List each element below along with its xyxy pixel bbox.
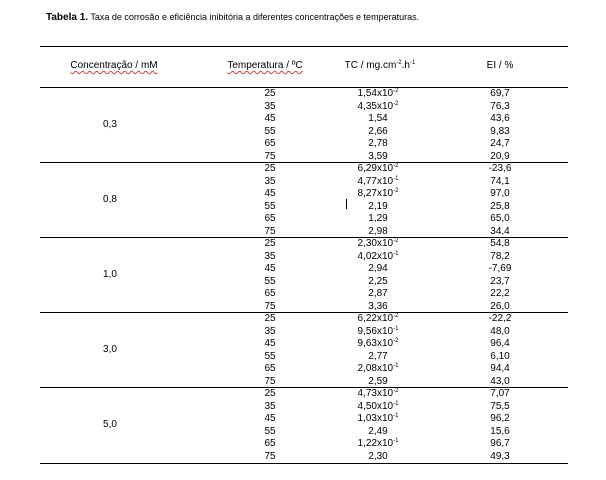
- temperature-cell: 25: [264, 238, 276, 249]
- header-ei: EI / %: [486, 60, 514, 71]
- efficiency-cell: 9,83: [490, 125, 510, 137]
- efficiency-cell: 43,6: [490, 113, 510, 124]
- temperature-cell: 35: [264, 100, 276, 112]
- temperature-cell: 75: [264, 375, 276, 387]
- efficiency-cell: 34,4: [490, 225, 510, 237]
- table-row: [40, 438, 568, 451]
- table-row: [40, 401, 568, 414]
- efficiency-cell: 76,3: [490, 100, 510, 112]
- temperature-cell: 45: [264, 113, 276, 124]
- temperature-cell: 75: [264, 300, 276, 312]
- temperature-cell: 35: [264, 325, 276, 337]
- corrosion-rate-cell: $2,08x10^{-1}$: [357, 363, 399, 374]
- temperature-cell: 55: [264, 200, 276, 212]
- temperature-cell: 35: [264, 175, 276, 187]
- temperature-cell: 55: [264, 425, 276, 437]
- corrosion-rate-cell: 2,30: [368, 450, 388, 462]
- efficiency-cell: 75,5: [490, 400, 510, 412]
- table-row: [40, 101, 568, 114]
- temperature-cell: 65: [264, 138, 276, 149]
- efficiency-cell: -22,2: [488, 313, 512, 324]
- efficiency-cell: 24,7: [490, 138, 510, 149]
- concentration-group: [40, 163, 568, 238]
- efficiency-cell: 78,2: [490, 250, 510, 262]
- table-row: [40, 326, 568, 339]
- corrosion-rate-cell: $4,02x10^{-1}$: [357, 250, 399, 262]
- concentration-value: 0,3: [103, 119, 117, 130]
- concentration-group: [40, 388, 568, 463]
- temperature-cell: 75: [264, 150, 276, 162]
- table-row: [40, 388, 568, 401]
- corrosion-rate-cell: 3,59: [368, 150, 388, 162]
- table-row: [40, 176, 568, 189]
- efficiency-cell: 6,10: [490, 350, 510, 362]
- concentration-value: 5,0: [103, 419, 117, 430]
- efficiency-cell: 15,6: [490, 425, 510, 437]
- temperature-cell: 45: [264, 413, 276, 424]
- corrosion-rate-cell: 2,94: [368, 263, 388, 274]
- table-row: [40, 426, 568, 439]
- temperature-cell: 35: [264, 250, 276, 262]
- temperature-cell: 65: [264, 438, 276, 449]
- table-row: [40, 313, 568, 326]
- corrosion-rate-cell: $1,54x10^{-2}$: [357, 88, 399, 99]
- table-row: [40, 126, 568, 139]
- corrosion-rate-cell: $4,73x10^{-2}$: [357, 388, 399, 399]
- corrosion-rate-cell: $6,22x10^{-2}$: [357, 313, 399, 324]
- temperature-cell: 45: [264, 338, 276, 349]
- efficiency-cell: 43,0: [490, 375, 510, 387]
- efficiency-cell: 96,2: [490, 413, 510, 424]
- corrosion-rate-cell: 1,54: [368, 113, 388, 124]
- caption-text: Taxa de corrosão e eficiência inibitória a diferentes concentrações e temperaturas.: [90, 12, 420, 22]
- table-row: [40, 363, 568, 376]
- table-row: [40, 451, 568, 464]
- concentration-group: [40, 313, 568, 388]
- temperature-cell: 55: [264, 125, 276, 137]
- concentration-value: 1,0: [103, 269, 117, 280]
- efficiency-cell: 20,9: [490, 150, 510, 162]
- efficiency-cell: 22,2: [490, 288, 510, 299]
- table-row: [40, 113, 568, 126]
- table-row: [40, 338, 568, 351]
- corrosion-rate-cell: $1,22x10^{-1}$: [357, 438, 399, 449]
- temperature-cell: 25: [264, 88, 276, 99]
- corrosion-rate-cell: $1,03x10^{-1}$: [357, 413, 399, 424]
- concentration-group: [40, 88, 568, 163]
- temperature-cell: 55: [264, 350, 276, 362]
- corrosion-rate-cell: 3,36: [368, 300, 388, 312]
- table-row: [40, 276, 568, 289]
- table-row: [40, 351, 568, 364]
- table-row: [40, 413, 568, 426]
- efficiency-cell: 48,0: [490, 325, 510, 337]
- table-row: [40, 288, 568, 301]
- corrosion-rate-cell: 2,59: [368, 375, 388, 387]
- table-row: [40, 163, 568, 176]
- temperature-cell: 65: [264, 288, 276, 299]
- temperature-cell: 25: [264, 163, 276, 174]
- corrosion-rate-cell: $9,63x10^{-2}$: [357, 338, 399, 349]
- corrosion-rate-cell: $6,29x10^{-2}$: [357, 163, 399, 174]
- efficiency-cell: 54,8: [490, 238, 510, 249]
- table-row: [40, 201, 568, 214]
- concentration-value: 3,0: [103, 344, 117, 355]
- temperature-cell: 55: [264, 275, 276, 287]
- corrosion-rate-cell: $9,56x10^{-1}$: [357, 325, 399, 337]
- temperature-cell: 65: [264, 363, 276, 374]
- corrosion-rate-cell: 2,78: [368, 138, 388, 149]
- efficiency-cell: 65,0: [490, 213, 510, 224]
- caption-label: Tabela 1.: [46, 12, 89, 23]
- efficiency-cell: 49,3: [490, 450, 510, 462]
- corrosion-rate-cell: 2,87: [368, 288, 388, 299]
- corrosion-rate-cell: 2,49: [368, 425, 388, 437]
- temperature-cell: 35: [264, 400, 276, 412]
- table-row: [40, 188, 568, 201]
- corrosion-rate-cell: 1,29: [368, 213, 388, 224]
- table-row: [40, 138, 568, 151]
- header-concentration: Concentração / mM: [70, 60, 158, 71]
- corrosion-rate-cell: $4,35x10^{-2}$: [357, 100, 399, 112]
- table-row: [40, 251, 568, 264]
- corrosion-rate-cell: $8,27x10^{-2}$: [357, 188, 399, 199]
- efficiency-cell: 26,0: [490, 300, 510, 312]
- table-caption: [46, 12, 419, 23]
- table-row: [40, 88, 568, 101]
- efficiency-cell: -23,6: [488, 163, 512, 174]
- corrosion-rate-cell: $4,77x10^{-1}$: [357, 175, 399, 187]
- corrosion-rate-cell: 2,19: [368, 200, 388, 212]
- efficiency-cell: 96,4: [490, 338, 510, 349]
- header-temperature: Temperatura / ºC: [227, 60, 303, 71]
- temperature-cell: 45: [264, 263, 276, 274]
- header-tc: TC / $mg.cm^{-2}.h^{-1}$: [344, 60, 416, 71]
- temperature-cell: 45: [264, 188, 276, 199]
- text-cursor: [346, 199, 347, 209]
- corrosion-rate-cell: $2,30x10^{-2}$: [357, 238, 399, 249]
- corrosion-rate-cell: 2,25: [368, 275, 388, 287]
- efficiency-cell: -7,69: [488, 263, 512, 274]
- temperature-cell: 75: [264, 225, 276, 237]
- table-row: [40, 238, 568, 251]
- efficiency-cell: 94,4: [490, 363, 510, 374]
- efficiency-cell: 7,07: [490, 388, 510, 399]
- efficiency-cell: 97,0: [490, 188, 510, 199]
- efficiency-cell: 23,7: [490, 275, 510, 287]
- table-row: [40, 213, 568, 226]
- efficiency-cell: 25,8: [490, 200, 510, 212]
- efficiency-cell: 96,7: [490, 438, 510, 449]
- table-row: [40, 263, 568, 276]
- table-bottom-rule: [40, 463, 568, 464]
- temperature-cell: 65: [264, 213, 276, 224]
- temperature-cell: 25: [264, 388, 276, 399]
- temperature-cell: 75: [264, 450, 276, 462]
- efficiency-cell: 74,1: [490, 175, 510, 187]
- concentration-group: [40, 238, 568, 313]
- table-top-rule: [40, 46, 568, 47]
- corrosion-rate-cell: 2,98: [368, 225, 388, 237]
- efficiency-cell: 69,7: [490, 88, 510, 99]
- corrosion-rate-cell: $4,50x10^{-1}$: [357, 400, 399, 412]
- corrosion-rate-cell: 2,66: [368, 125, 388, 137]
- corrosion-rate-cell: 2,77: [368, 350, 388, 362]
- table-header: [40, 60, 568, 80]
- temperature-cell: 25: [264, 313, 276, 324]
- concentration-value: 0,8: [103, 194, 117, 205]
